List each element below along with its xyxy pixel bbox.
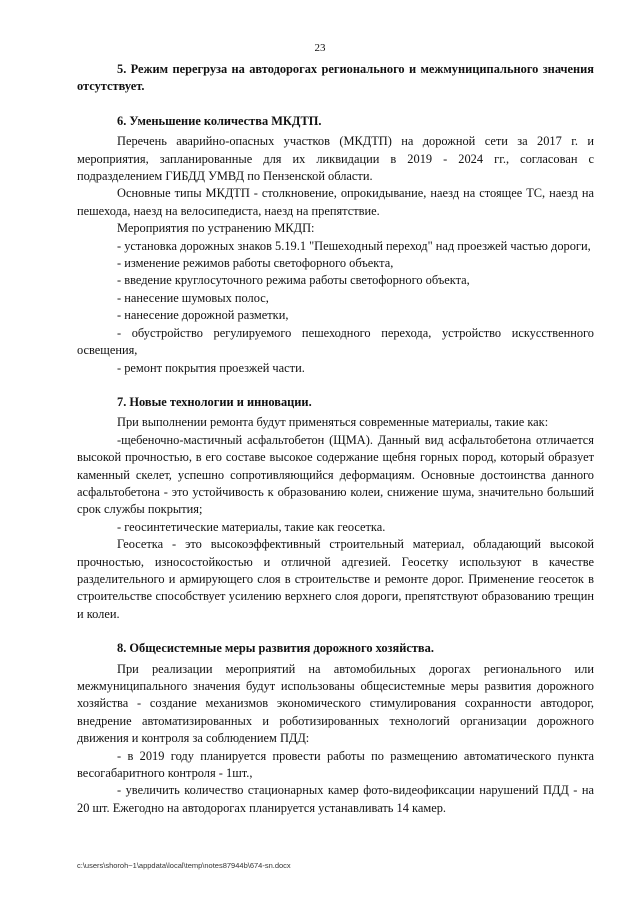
list-item: - нанесение шумовых полос, xyxy=(117,290,269,305)
section-heading: 8. Общесистемные меры развития дорожного хозяйства. xyxy=(117,641,434,656)
page-number: 23 xyxy=(314,42,326,54)
paragraph: Основные типы МКДТП - столкновение, опрокидывание, наезд на стоящее ТС, наезд на пешехода, наезд на велосипедиста, наезд на препятствие. xyxy=(77,186,594,218)
document-body xyxy=(77,61,594,834)
paragraph: -щебеночно-мастичный асфальтобетон (ЩМА). Данный вид асфальтобетона отличается высокой прочностью, в его составе высокое содержание щебня горных пород, который образует каменный скелет, успешно сопротивляющийся деформациям. Основные достоинства данного асфальтобетона - это устойчивость к образованию колеи, снижение шума, значительно больший срок службы покрытия; xyxy=(77,432,594,517)
list-item: - ремонт покрытия проезжей части. xyxy=(117,360,305,375)
paragraph: При реализации мероприятий на автомобильных дорогах регионального или межмуниципального значения будут использованы общесистемные меры развития дорожного хозяйства - создание механизмов экономического стимулирования сохранности автодорог, внедрение автоматизированных и роботизированных технологий организации дорожного движения и контроля за соблюдением ПДД: xyxy=(77,661,594,746)
section-5 xyxy=(77,61,594,96)
paragraph: Мероприятия по устранению МКДП: xyxy=(117,221,315,236)
list-item: - установка дорожных знаков 5.19.1 "Пешеходный переход" над проезжей частью дороги, xyxy=(117,238,591,253)
section-heading: 5. Режим перегруза на автодорогах регионального и межмуниципального значения отсутствует. xyxy=(77,62,594,94)
list-item: - изменение режимов работы светофорного объекта, xyxy=(117,256,394,271)
paragraph: При выполнении ремонта будут применяться современные материалы, такие как: xyxy=(117,415,549,430)
section-heading: 7. Новые технологии и инновации. xyxy=(117,394,312,409)
paragraph: - геосинтетические материалы, такие как геосетка. xyxy=(117,519,386,534)
list-item: - нанесение дорожной разметки, xyxy=(117,308,289,323)
list-item: - обустройство регулируемого пешеходного перехода, устройство искусственного освещения, xyxy=(77,325,594,358)
section-6 xyxy=(77,113,594,377)
file-path-footer: c:\users\shoroh~1\appdata\local\temp\notes87944b\674-sn.docx xyxy=(77,861,291,870)
section-8 xyxy=(77,640,594,817)
section-7 xyxy=(77,394,594,623)
section-heading: 6. Уменьшение количества МКДТП. xyxy=(117,113,322,128)
paragraph: Геосетка - это высокоэффективный строительный материал, обладающий высокой прочностью, износостойкостью и отличной адгезией. Геосетку используют в качестве разделительного и армирующего слоя в строительстве и ремонте дорог. Применение геосеток в строительстве способствует усилению верхнего слоя дороги, препятствуют образованию трещин и колеи. xyxy=(77,537,594,621)
paragraph: - в 2019 году планируется провести работы по размещению автоматического пункта весогабаритного контроля - 1шт., xyxy=(77,748,594,781)
list-item: - введение круглосуточного режима работы светофорного объекта, xyxy=(117,273,470,288)
paragraph: Перечень аварийно-опасных участков (МКДТП) на дорожной сети за 2017 г. и мероприятия, запланированные для их ликвидации в 2019 - 2024 гг., согласован с подразделением ГИБДД УМВД по Пензенской области. xyxy=(77,134,594,184)
paragraph: - увеличить количество стационарных камер фото-видеофиксации нарушений ПДД - на 20 шт. Ежегодно на автодорогах планируется устанавливать 14 камер. xyxy=(77,783,594,815)
